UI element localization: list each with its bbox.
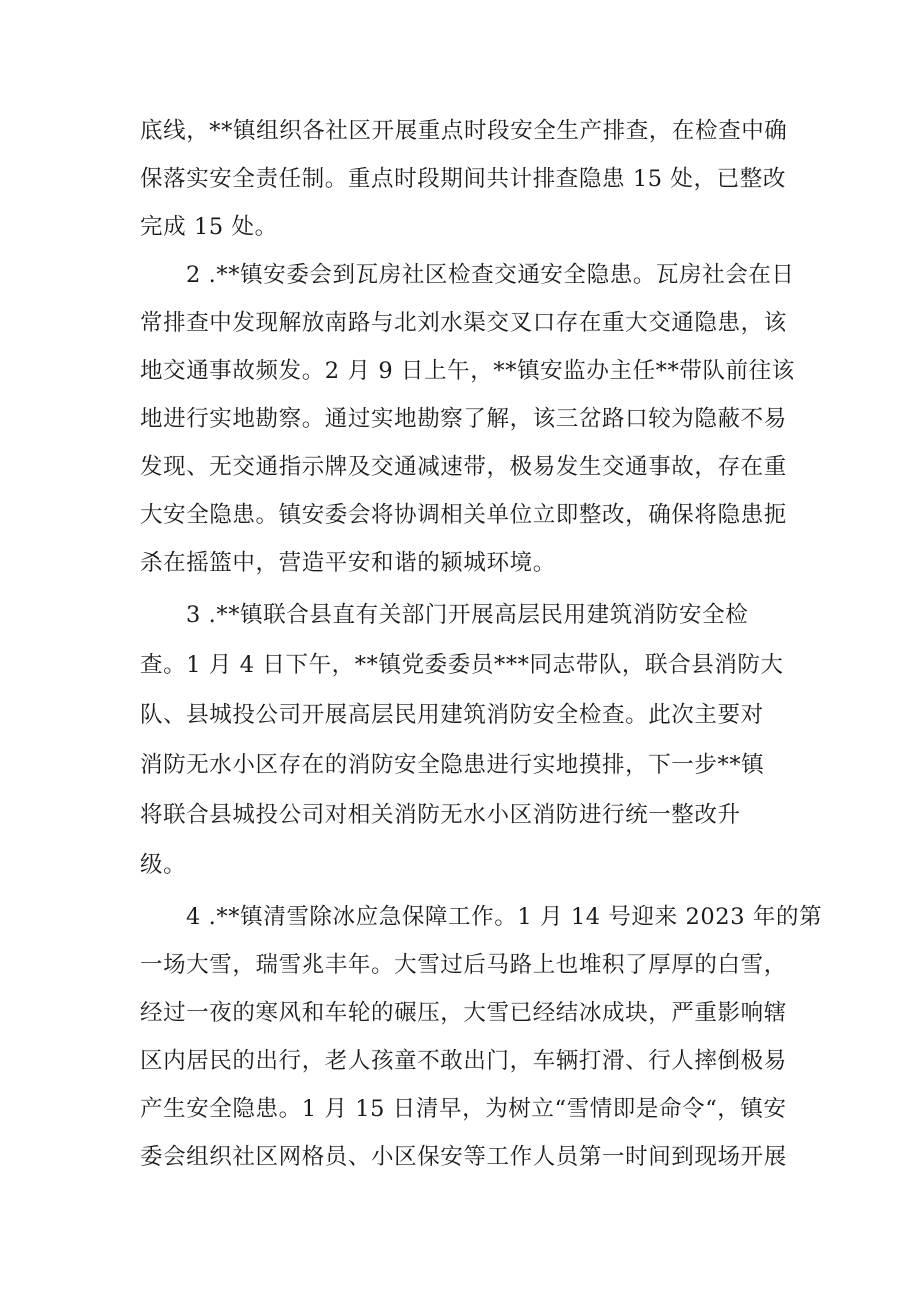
paragraph-3-line-5: 将联合县城投公司对相关消防无水小区消防进行统一整改升 — [140, 802, 741, 828]
paragraph-4-line-6: 委会组织社区网格员、小区保安等工作人员第一时间到现场开展 — [140, 1144, 787, 1170]
paragraph-4-line-1: 4 .**镇清雪除冰应急保障工作。1 月 14 号迎来 2023 年的第 — [186, 904, 823, 930]
paragraph-4-line-3: 经过一夜的寒风和车轮的碾压，大雪已经结冰成块，严重影响辖 — [140, 1000, 787, 1026]
paragraph-3-line-4: 消防无水小区存在的消防安全隐患进行实地摸排，下一步**镇 — [140, 752, 765, 778]
paragraph-3-line-1: 3 .**镇联合县直有关部门开展高层民用建筑消防安全检 — [186, 602, 749, 628]
paragraph-1-line-3: 完成 15 处。 — [140, 214, 278, 240]
paragraph-2-line-4: 地进行实地勘察。通过实地勘察了解，该三岔路口较为隐蔽不易 — [140, 406, 787, 432]
paragraph-3-line-6: 级。 — [140, 852, 187, 878]
paragraph-2-line-3: 地交通事故频发。2 月 9 日上午，**镇安监办主任**带队前往该 — [140, 358, 795, 384]
paragraph-2-line-5: 发现、无交通指示牌及交通减速带，极易发生交通事故，存在重 — [140, 454, 787, 480]
paragraph-3-line-3: 队、县城投公司开展高层民用建筑消防安全检查。此次主要对 — [140, 702, 764, 728]
paragraph-2-line-1: 2 .**镇安委会到瓦房社区检查交通安全隐患。瓦房社会在日 — [186, 262, 795, 288]
paragraph-1-line-2: 保落实安全责任制。重点时段期间共计排查隐患 15 处，已整改 — [140, 166, 786, 192]
paragraph-2-line-7: 杀在摇篮中，营造平安和谐的颍城环境。 — [140, 550, 556, 576]
paragraph-1-line-1: 底线，**镇组织各社区开展重点时段安全生产排查，在检查中确 — [140, 118, 788, 144]
paragraph-3-line-2: 查。1 月 4 日下午，**镇党委委员***同志带队，联合县消防大 — [140, 652, 784, 678]
paragraph-4-line-2: 一场大雪，瑞雪兆丰年。大雪过后马路上也堆积了厚厚的白雪， — [140, 952, 787, 978]
paragraph-4-line-4: 区内居民的出行，老人孩童不敢出门，车辆打滑、行人摔倒极易 — [140, 1048, 787, 1074]
paragraph-2-line-6: 大安全隐患。镇安委会将协调相关单位立即整改，确保将隐患扼 — [140, 502, 787, 528]
paragraph-4-line-5: 产生安全隐患。1 月 15 日清早，为树立“雪情即是命令“，镇安 — [140, 1096, 787, 1122]
paragraph-2-line-2: 常排查中发现解放南路与北刘水渠交叉口存在重大交通隐患，该 — [140, 310, 787, 336]
